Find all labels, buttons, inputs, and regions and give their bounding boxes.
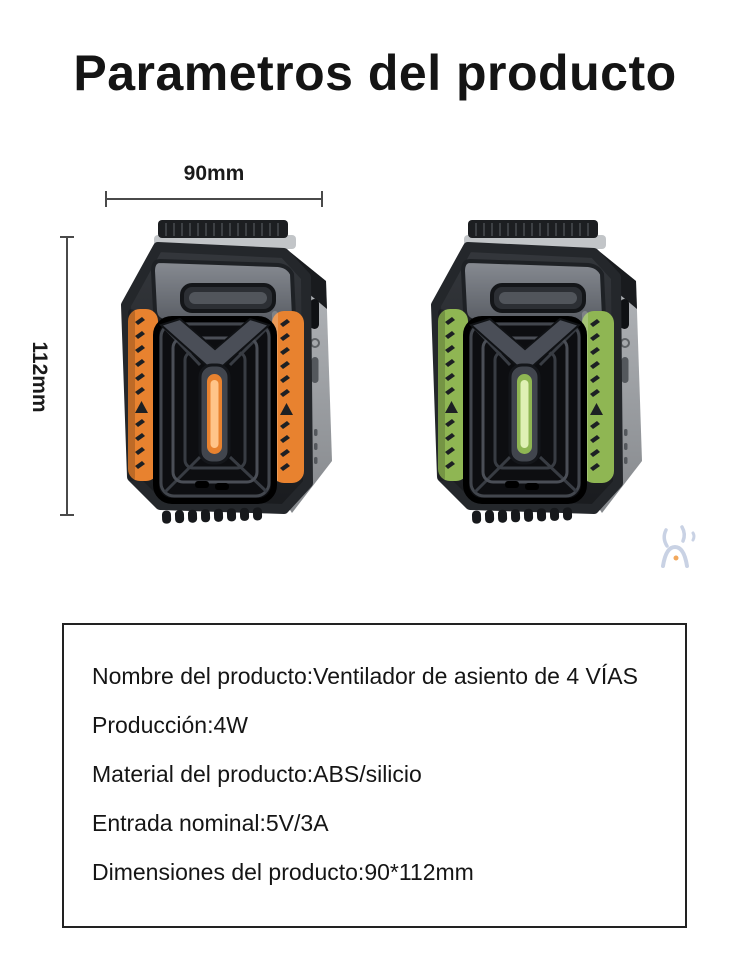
watermark-glyph <box>664 530 667 546</box>
spec-box <box>62 623 687 928</box>
watermark-dot <box>674 556 679 561</box>
spec-row-material: Material del producto:ABS/silicio <box>92 761 422 787</box>
width-dimension-label: 90mm <box>183 162 245 185</box>
product-photo-green-fan <box>408 215 658 545</box>
spec-row-power: Producción:4W <box>92 712 248 738</box>
spec-row-dimensions: Dimensiones del producto:90*112mm <box>92 859 474 885</box>
spec-row-product-name: Nombre del producto:Ventilador de asiento de 4 VÍAS <box>92 663 638 689</box>
watermark-logo <box>656 524 700 570</box>
product-photo-orange-fan <box>98 215 348 545</box>
watermark-glyph <box>682 527 684 541</box>
height-dimension-line <box>66 236 68 516</box>
height-dimension-label: 112mm <box>28 341 51 413</box>
spec-row-input: Entrada nominal:5V/3A <box>92 810 329 836</box>
watermark-glyph <box>693 533 694 540</box>
width-dimension-line <box>105 198 323 200</box>
page-title: Parametros del producto <box>73 45 677 101</box>
